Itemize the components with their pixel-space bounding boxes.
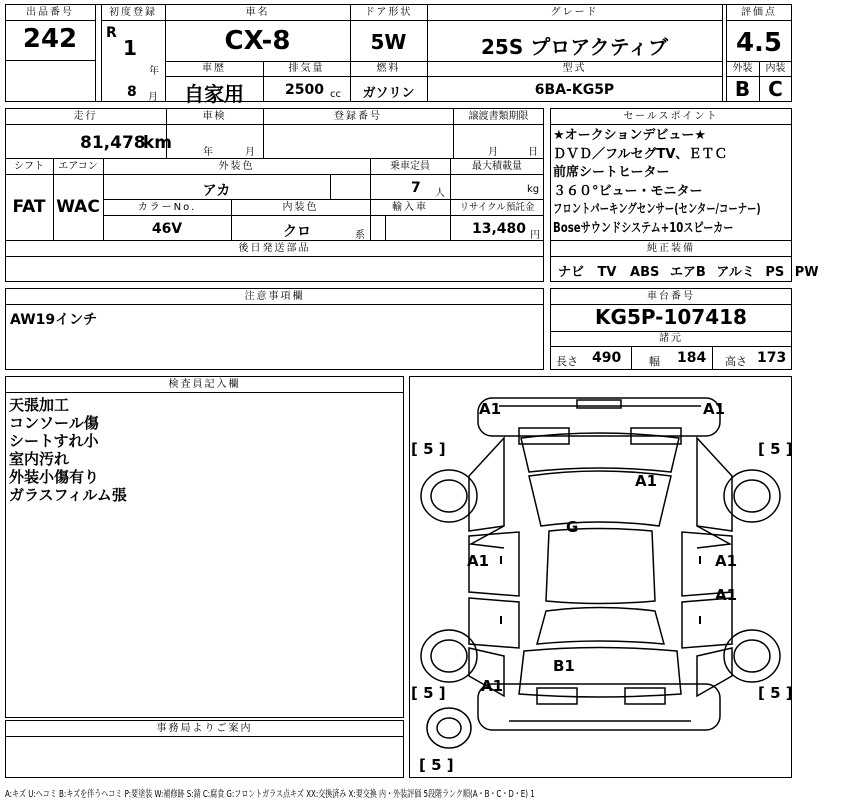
- door-type: 5W: [370, 30, 407, 54]
- office-label: 事務局よりご案内: [156, 723, 253, 734]
- car-diagram: [409, 376, 792, 778]
- damage-mark: B1: [553, 657, 575, 675]
- person-unit: 人: [435, 188, 445, 199]
- sales-points-label: セールスポイント: [623, 111, 719, 122]
- tire-tread-spare: [ 5 ]: [419, 756, 454, 774]
- tire-tread-front-right: [ 5 ]: [758, 440, 793, 458]
- height-label: 高さ: [725, 355, 747, 368]
- caution-text: AW19インチ: [10, 312, 98, 328]
- damage-mark: A1: [479, 400, 502, 418]
- recycle-deposit: 13,480: [472, 221, 527, 237]
- model-code-label: 型式: [562, 63, 587, 74]
- history: 自家用: [184, 82, 244, 106]
- grade-label: グレード: [550, 7, 599, 18]
- sales-point: 前席シートヒーター: [553, 165, 670, 180]
- chassis-number: KG5P-107418: [595, 305, 747, 329]
- exterior-grade-label: 外装: [732, 63, 753, 74]
- inspection-month-unit: 月: [245, 147, 255, 158]
- sales-points-list: [553, 127, 789, 238]
- year-unit: 年: [149, 66, 159, 77]
- equipment-tv: TV: [597, 265, 617, 280]
- tire-tread-rear-left: [ 5 ]: [411, 684, 446, 702]
- inspector-note: コンソール傷: [9, 414, 99, 432]
- length: 490: [592, 350, 622, 366]
- aircon-label: エアコン: [58, 161, 98, 172]
- interior-color-label: 内装色: [282, 202, 319, 213]
- yen-unit: 円: [530, 230, 540, 241]
- height: 173: [757, 350, 787, 366]
- damage-mark: G: [566, 518, 579, 536]
- grade: 25S プロアクティブ: [481, 35, 668, 59]
- transfer-month-unit: 月: [488, 147, 498, 158]
- equipment-alloy: アルミ: [716, 265, 755, 280]
- inspector-note: 外装小傷有り: [9, 468, 100, 486]
- equipment-navi: ナビ: [558, 265, 585, 280]
- mileage: 81,478: [80, 133, 146, 153]
- interior-color: クロ: [283, 224, 311, 240]
- kg-unit: kg: [527, 184, 540, 195]
- exterior-color: アカ: [202, 183, 231, 199]
- interior-color-unit: 系: [355, 230, 365, 241]
- damage-mark: A1: [715, 586, 738, 604]
- era: R: [106, 25, 117, 41]
- import-label: 輸入車: [392, 202, 428, 213]
- damage-mark: A1: [481, 677, 504, 695]
- sales-point: Boseサウンドシステム+10スピーカー: [553, 220, 734, 236]
- transfer-deadline-label: 譲渡書類期限: [468, 111, 529, 122]
- car-name: CX-8: [224, 26, 291, 56]
- capacity: 7: [411, 180, 421, 196]
- sales-point: ★オークションデビュー★: [553, 128, 707, 143]
- lot-number-label: 出品番号: [26, 7, 74, 18]
- displacement: 2500: [285, 82, 324, 98]
- fuel-label: 燃料: [376, 63, 401, 74]
- displacement-label: 排気量: [288, 63, 325, 74]
- color-number-label: カラーNo.: [137, 202, 197, 213]
- color-number: 46V: [151, 221, 183, 237]
- equipment-ps: PS: [765, 265, 785, 280]
- inspector-note: シートすれ小: [9, 432, 99, 450]
- equipment-airbag: エアB: [669, 265, 706, 280]
- damage-mark: A1: [467, 552, 490, 570]
- equipment-abs: ABS: [630, 265, 660, 280]
- sales-point: ３６０°ビュー・モニター: [553, 183, 703, 199]
- cc-unit: cc: [330, 89, 341, 100]
- inspector-note: 天張加工: [9, 396, 70, 414]
- aircon: WAC: [56, 197, 100, 217]
- score: 4.5: [735, 28, 783, 58]
- inspector-note: 室内汚れ: [9, 450, 70, 468]
- mileage-label: 走行: [73, 111, 98, 122]
- equipment-list: [558, 261, 819, 280]
- max-load-label: 最大積載量: [472, 161, 522, 172]
- length-label: 長さ: [556, 355, 578, 368]
- chassis-label: 車台番号: [647, 291, 695, 302]
- width-label: 幅: [649, 355, 660, 368]
- damage-mark: A1: [703, 400, 726, 418]
- caution-label: 注意事項欄: [244, 291, 305, 302]
- inspection-year-unit: 年: [203, 147, 213, 158]
- first-registration-label: 初度登録: [109, 7, 157, 18]
- fuel: ガソリン: [362, 86, 415, 101]
- sales-point: ＤＶＤ／フルセグTV、ＥＴＣ: [553, 146, 728, 162]
- transfer-day-unit: 日: [528, 147, 538, 158]
- inspector-label: 検査員記入欄: [168, 379, 241, 390]
- registration-year: 1: [123, 36, 137, 60]
- score-label: 評価点: [741, 7, 777, 18]
- later-parts-label: 後日発送部品: [238, 243, 311, 254]
- model-code: 6BA-KG5P: [534, 82, 615, 98]
- damage-mark: A1: [635, 472, 658, 490]
- month-unit: 月: [148, 92, 158, 103]
- tire-tread-rear-right: [ 5 ]: [758, 684, 793, 702]
- recycle-label: リサイクル預託金: [459, 202, 535, 213]
- tire-tread-front-left: [ 5 ]: [411, 440, 446, 458]
- sales-point: フロントパーキングセンサー(センター/コーナー): [553, 202, 761, 217]
- inspection-label: 車検: [202, 111, 227, 122]
- damage-mark: A1: [715, 552, 738, 570]
- door-type-label: ドア形状: [364, 7, 413, 18]
- registration-month: 8: [127, 84, 137, 100]
- equipment-pw: PW: [794, 265, 819, 280]
- shift-label: シフト: [14, 161, 44, 172]
- capacity-label: 乗車定員: [390, 161, 430, 172]
- car-name-label: 車名: [245, 7, 270, 18]
- km-unit: km: [143, 133, 173, 153]
- interior-grade: C: [768, 77, 783, 101]
- interior-grade-label: 内装: [765, 63, 786, 74]
- exterior-grade: B: [734, 77, 751, 101]
- lot-number: 242: [22, 24, 78, 54]
- legend: A:キズ U:ヘコミ B:キズを伴うヘコミ P:要塗装 W:補修跡 S:錆 C:腐食 G:フロントガラス点キズ XX:交換済み X:要交換 内・外装評価 5段階ランク順(A・B・C・D・E) 1: [5, 789, 535, 800]
- inspector-note: ガラスフィルム張: [9, 486, 127, 504]
- history-label: 車歴: [202, 63, 226, 74]
- equipment-label: 純正装備: [647, 243, 695, 254]
- shift: FAT: [12, 197, 46, 217]
- inspector-notes: [9, 396, 127, 504]
- exterior-color-label: 外装色: [218, 161, 255, 172]
- dimensions-label: 諸元: [659, 333, 683, 344]
- width: 184: [677, 350, 707, 366]
- registration-number-label: 登録番号: [334, 111, 382, 122]
